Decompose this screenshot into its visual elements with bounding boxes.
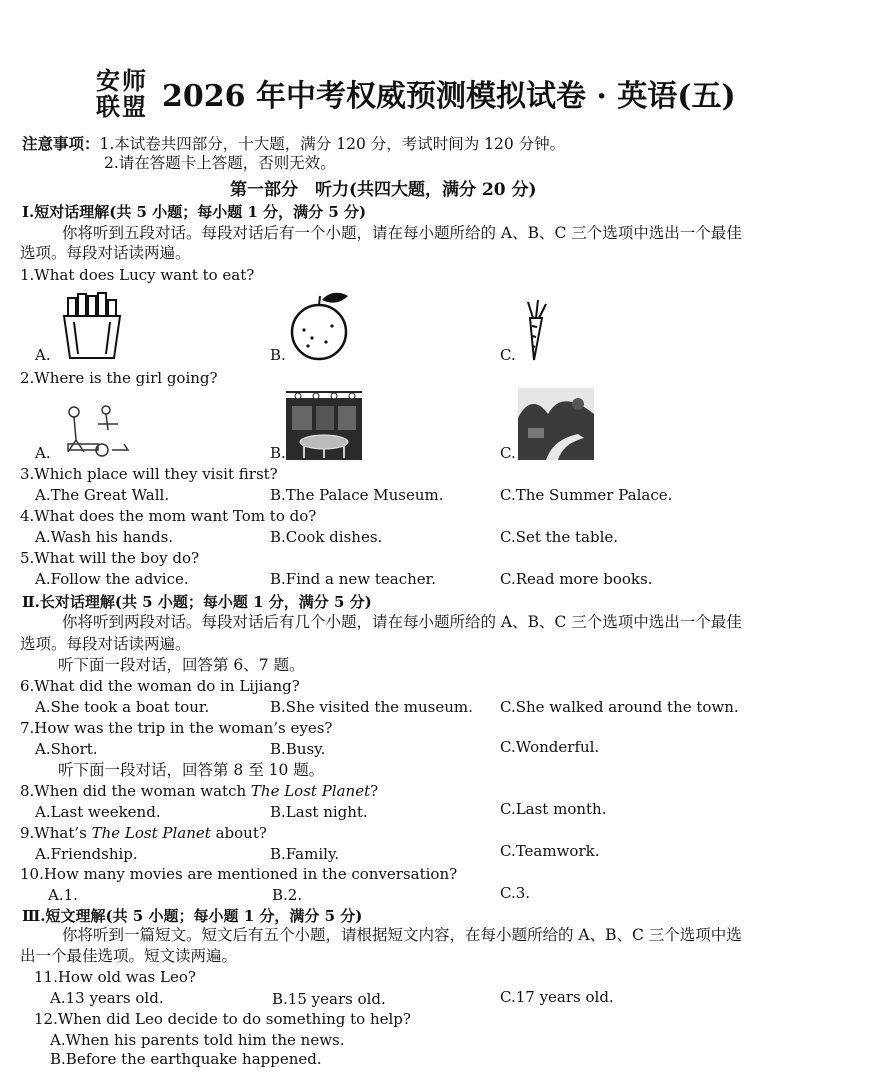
question-8-text: 8.When did the woman watch	[20, 782, 251, 800]
q2-option-c-label: C.	[500, 444, 516, 462]
q6-option-b: B.She visited the museum.	[270, 698, 473, 716]
q6-option-a: A.She took a boat tour.	[35, 698, 210, 716]
exam-title: 2026 年中考权威预测模拟试卷 · 英语(五)	[162, 79, 736, 114]
q3-option-a: A.The Great Wall.	[35, 486, 170, 504]
question-4: 4.What does the mom want Tom to do?	[20, 507, 317, 525]
orange-icon	[286, 290, 356, 362]
q5-option-b: B.Find a new teacher.	[270, 570, 436, 588]
question-12: 12.When did Leo decide to do something to help?	[34, 1010, 411, 1028]
carrot-icon	[518, 298, 552, 362]
restaurant-picture	[286, 388, 362, 460]
q7-option-b: B.Busy.	[270, 740, 326, 758]
question-1: 1.What does Lucy want to eat?	[20, 266, 255, 284]
question-9-text: 9.What’s	[20, 824, 92, 842]
q9-option-b: B.Family.	[270, 845, 340, 863]
q10-option-a: A.1.	[48, 886, 78, 904]
question-8	[20, 782, 378, 800]
q5-option-a: A.Follow the advice.	[35, 570, 189, 588]
q4-option-c: C.Set the table.	[500, 528, 619, 546]
logo-line-1: 安师	[96, 66, 148, 95]
question-11: 11.How old was Leo?	[34, 968, 196, 986]
q12-option-a: A.When his parents told him the news.	[50, 1031, 345, 1049]
q11-option-b: B.15 years old.	[272, 990, 386, 1008]
q8-option-b: B.Last night.	[270, 803, 368, 821]
q8-option-c: C.Last month.	[500, 800, 607, 818]
section-1-instruction-line-1: 你将听到五段对话。每段对话后有一个小题，请在每小题所给的 A、B、C 三个选项中选出一个最佳	[62, 224, 742, 242]
question-10: 10.How many movies are mentioned in the conversation?	[20, 865, 458, 883]
section-1-title: Ⅰ.短对话理解(共 5 小题；每小题 1 分，满分 5 分)	[22, 203, 367, 221]
q10-option-b: B.2.	[272, 886, 303, 904]
logo-line-2: 联盟	[96, 92, 148, 121]
park-picture	[518, 388, 594, 460]
section-1-instruction-line-2: 选项。每段对话读两遍。	[20, 244, 191, 262]
q6-option-c: C.She walked around the town.	[500, 698, 739, 716]
question-9	[20, 824, 267, 842]
q2-option-b-label: B.	[270, 444, 286, 462]
question-2: 2.Where is the girl going?	[20, 369, 218, 387]
q2-option-a-label: A.	[35, 444, 51, 462]
question-3: 3.Which place will they visit first?	[20, 465, 278, 483]
section-2-subinstruction-2: 听下面一段对话，回答第 8 至 10 题。	[58, 761, 325, 779]
q7-option-a: A.Short.	[35, 740, 98, 758]
question-8-end: ?	[370, 782, 379, 800]
section-2-instruction-line-2: 选项。每段对话读两遍。	[20, 635, 191, 653]
q8-option-a: A.Last weekend.	[35, 803, 161, 821]
q3-option-c: C.The Summer Palace.	[500, 486, 673, 504]
question-5: 5.What will the boy do?	[20, 549, 200, 567]
question-9-movie-title: The Lost Planet	[91, 824, 211, 842]
question-9-end: about?	[210, 824, 267, 842]
notes-label: 注意事项：	[22, 134, 100, 153]
publisher-logo	[96, 68, 148, 120]
q5-option-c: C.Read more books.	[500, 570, 653, 588]
q11-option-c: C.17 years old.	[500, 988, 614, 1006]
q11-option-a: A.13 years old.	[50, 989, 164, 1007]
q7-option-c: C.Wonderful.	[500, 738, 600, 756]
q1-option-c-label: C.	[500, 346, 516, 364]
q4-option-a: A.Wash his hands.	[35, 528, 174, 546]
section-3-instruction-line-2: 出一个最佳选项。短文读两遍。	[20, 947, 238, 965]
notes	[22, 135, 565, 153]
question-7: 7.How was the trip in the woman’s eyes?	[20, 719, 333, 737]
section-2-title: Ⅱ.长对话理解(共 5 小题；每小题 1 分，满分 5 分)	[22, 593, 372, 611]
q9-option-a: A.Friendship.	[35, 845, 138, 863]
q3-option-b: B.The Palace Museum.	[270, 486, 444, 504]
section-3-instruction-line-1: 你将听到一篇短文。短文后有五个小题，请根据短文内容，在每小题所给的 A、B、C 三个选项中选	[62, 926, 742, 944]
q4-option-b: B.Cook dishes.	[270, 528, 383, 546]
gym-picture	[62, 400, 132, 460]
q1-option-a-label: A.	[35, 346, 51, 364]
notes-line-2: 2.请在答题卡上答题，否则无效。	[104, 154, 336, 172]
part-1-title: 第一部分 听力(共四大题，满分 20 分)	[230, 180, 537, 200]
q1-option-b-label: B.	[270, 346, 286, 364]
q9-option-c: C.Teamwork.	[500, 842, 600, 860]
notes-line-1: 1.本试卷共四部分，十大题，满分 120 分，考试时间为 120 分钟。	[99, 135, 566, 153]
section-2-instruction-line-1: 你将听到两段对话。每段对话后有几个小题，请在每小题所给的 A、B、C 三个选项中选出一个最佳	[62, 613, 742, 631]
question-6: 6.What did the woman do in Lijiang?	[20, 677, 300, 695]
q12-option-b: B.Before the earthquake happened.	[50, 1050, 322, 1068]
fries-icon	[60, 292, 124, 362]
q10-option-c: C.3.	[500, 884, 531, 902]
section-2-subinstruction-1: 听下面一段对话，回答第 6、7 题。	[58, 656, 305, 674]
section-3-title: Ⅲ.短文理解(共 5 小题；每小题 1 分，满分 5 分)	[22, 907, 363, 925]
question-8-movie-title: The Lost Planet	[250, 782, 371, 800]
